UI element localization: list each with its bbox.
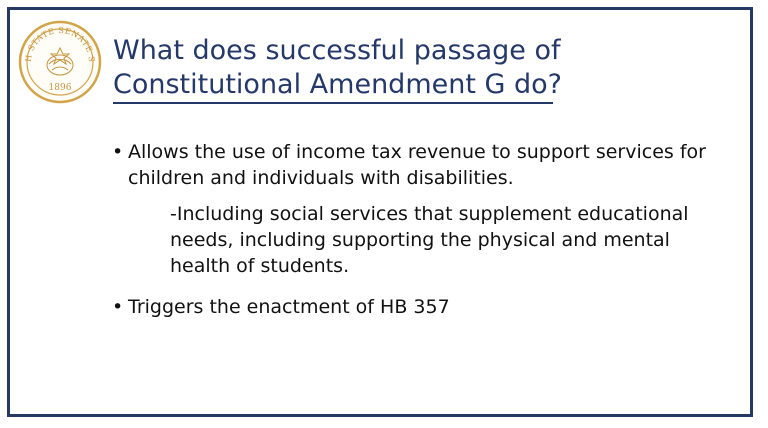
bullet-subtext: -Including social services that supplement educational needs, including supporting the physical and mental health of students. bbox=[170, 203, 689, 277]
title-line-2: Constitutional Amendment G do? bbox=[113, 69, 563, 100]
bullet-item-2 bbox=[110, 294, 730, 320]
bullet-marker-2: • bbox=[112, 296, 124, 318]
utah-senate-seal bbox=[16, 18, 104, 106]
bullet-marker-1: • bbox=[112, 141, 124, 163]
slide-content bbox=[110, 139, 730, 333]
title-underline bbox=[113, 102, 553, 104]
bullet-item-1 bbox=[110, 139, 730, 191]
title-line-1: What does successful passage of bbox=[113, 35, 561, 66]
seal-svg bbox=[16, 18, 104, 106]
slide-title bbox=[113, 34, 713, 102]
bullet-text-2: Triggers the enactment of HB 357 bbox=[128, 296, 450, 318]
slide-frame bbox=[7, 7, 753, 417]
seal-year: 1896 bbox=[48, 83, 72, 93]
seal-top-text: H STATE SENATE S bbox=[23, 25, 97, 63]
bullet-text-1: Allows the use of income tax revenue to support services for children and individuals with disabilities. bbox=[128, 141, 706, 189]
